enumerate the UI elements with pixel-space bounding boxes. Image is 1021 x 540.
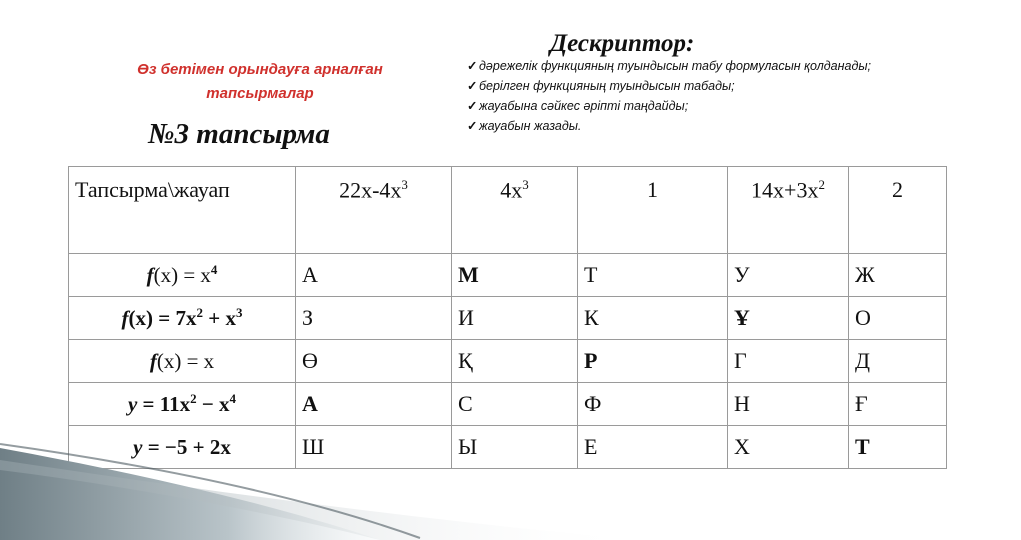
descriptor-item-text: жауабын жазады. <box>479 119 582 133</box>
task-answer-table <box>68 166 947 469</box>
descriptor-item <box>467 116 897 136</box>
table-row <box>69 383 947 426</box>
letter-cell: Т <box>578 254 728 297</box>
function-cell <box>69 383 296 426</box>
letter-cell: Ғ <box>849 383 947 426</box>
answer-header-cell <box>578 167 728 254</box>
function-exp: 4 <box>229 391 237 406</box>
letter-cell: Ұ <box>728 297 849 340</box>
answer-base: 2 <box>892 177 903 202</box>
independent-tasks-subtitle: Өз бетімен орындауға арналған тапсырмалар <box>137 61 383 102</box>
function-exp: 4 <box>210 262 218 277</box>
function-symbol: f <box>146 263 154 287</box>
decorative-swoosh <box>0 430 1021 540</box>
answer-base: 14x+3x <box>751 177 819 203</box>
answer-exp: 3 <box>522 177 529 192</box>
table-header-row <box>69 167 947 254</box>
letter-cell: Ф <box>578 383 728 426</box>
table-header-cell: Тапсырма\жауап <box>69 167 296 254</box>
function-expr: (x) = x <box>156 348 215 373</box>
answer-base: 4x <box>500 177 523 203</box>
letter-cell: Г <box>728 340 849 383</box>
letter-cell: С <box>452 383 578 426</box>
task-title: №3 тапсырма <box>148 118 330 150</box>
letter-cell: Ө <box>296 340 452 383</box>
letter-cell: Ш <box>296 426 452 469</box>
function-expr: − x <box>196 392 230 416</box>
letter-cell: Х <box>728 426 849 469</box>
descriptor-item-text: берілген функцияның туындысын табады; <box>479 79 735 93</box>
function-expr: (x) = x <box>153 263 211 287</box>
descriptor-title: Дескриптор: <box>550 30 695 57</box>
descriptor-item-text: жауабына сәйкес әріпті таңдайды; <box>479 99 689 113</box>
function-symbol: y <box>133 434 143 459</box>
letter-cell: А <box>296 254 452 297</box>
descriptor-item <box>467 56 897 76</box>
letter-cell: Д <box>849 340 947 383</box>
function-exp: 3 <box>235 305 243 320</box>
function-cell <box>69 297 296 340</box>
table-row <box>69 340 947 383</box>
function-symbol: y <box>127 392 138 416</box>
letter-cell: Ы <box>452 426 578 469</box>
function-symbol: f <box>149 348 157 373</box>
letter-cell: И <box>452 297 578 340</box>
letter-cell: М <box>452 254 578 297</box>
answer-base: 22x-4x <box>339 177 402 203</box>
letter-cell: К <box>578 297 728 340</box>
function-expr: = 11x <box>137 392 191 416</box>
letter-cell: О <box>849 297 947 340</box>
answer-exp: 3 <box>401 177 408 192</box>
letter-cell: У <box>728 254 849 297</box>
answer-header-cell <box>452 167 578 254</box>
descriptor-item <box>467 96 897 116</box>
checkmark-icon: ✓ <box>467 59 478 73</box>
letter-cell: Р <box>578 340 728 383</box>
letter-cell: А <box>296 383 452 426</box>
table-row <box>69 297 947 340</box>
letter-cell: З <box>296 297 452 340</box>
function-exp: 2 <box>190 391 197 406</box>
answer-header-cell <box>728 167 849 254</box>
letter-cell: Қ <box>452 340 578 383</box>
descriptor-list <box>467 56 897 136</box>
checkmark-icon: ✓ <box>467 119 478 133</box>
checkmark-icon: ✓ <box>467 99 478 113</box>
function-symbol: f <box>121 306 129 330</box>
letter-cell: Ж <box>849 254 947 297</box>
function-expr: (x) = 7x <box>128 306 197 330</box>
function-exp: 2 <box>196 305 203 320</box>
answer-header-cell <box>296 167 452 254</box>
letter-cell: Н <box>728 383 849 426</box>
letter-cell: Т <box>849 426 947 469</box>
answer-exp: 2 <box>818 177 825 192</box>
function-cell <box>69 254 296 297</box>
function-expr: = −5 + 2x <box>142 434 231 459</box>
answer-base: 1 <box>647 177 658 202</box>
function-cell <box>69 340 296 383</box>
letter-cell: Е <box>578 426 728 469</box>
descriptor-item <box>467 76 897 96</box>
function-expr: + x <box>202 306 236 330</box>
answer-header-cell <box>849 167 947 254</box>
table-row <box>69 254 947 297</box>
descriptor-item-text: дәрежелік функцияның туындысын табу формуласын қолданады; <box>479 59 872 73</box>
checkmark-icon: ✓ <box>467 79 478 93</box>
